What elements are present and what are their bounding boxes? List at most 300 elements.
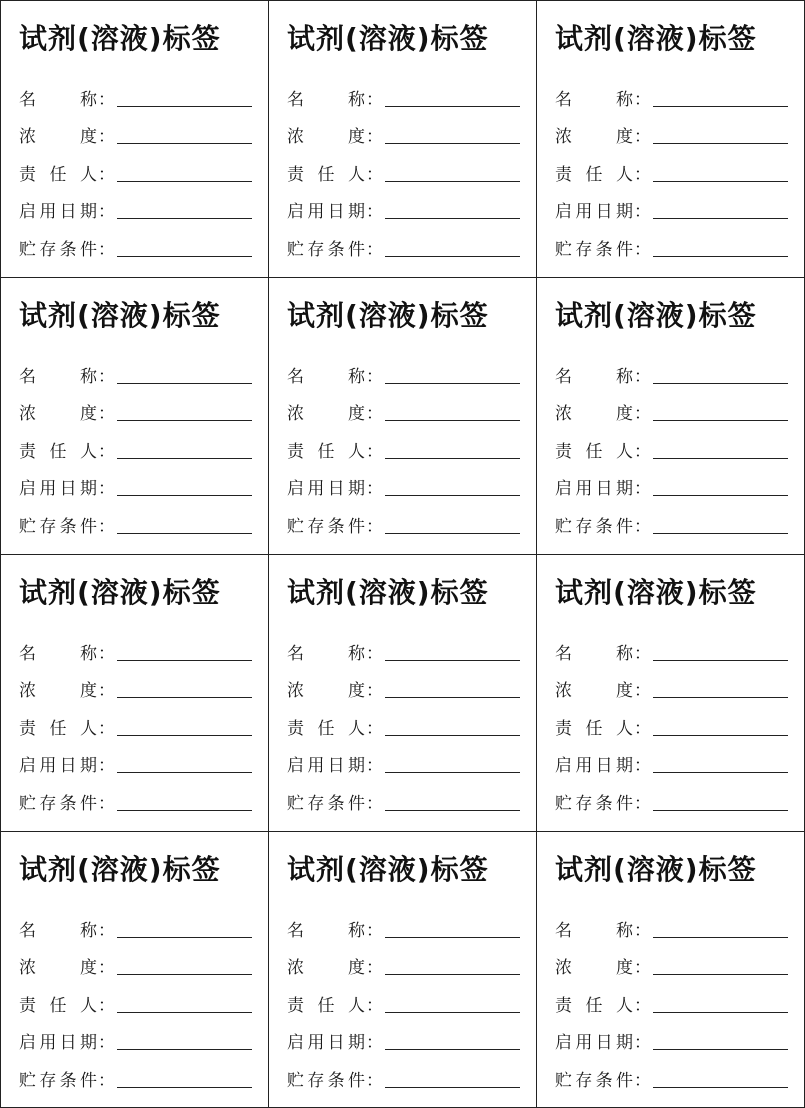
fill-in-line[interactable] bbox=[385, 809, 520, 811]
field-label bbox=[287, 643, 383, 665]
field-label-char: 件 bbox=[79, 793, 97, 814]
label-title: 试剂(溶液)标签 bbox=[555, 299, 757, 332]
fill-in-line[interactable] bbox=[385, 1086, 520, 1088]
field-colon: ： bbox=[634, 1033, 651, 1053]
field-label-char: 任 bbox=[49, 718, 67, 739]
fill-in-line[interactable] bbox=[117, 936, 252, 938]
field-label-char: 人 bbox=[616, 718, 633, 739]
field-label-char: 任 bbox=[317, 441, 335, 462]
start-date-field bbox=[555, 463, 788, 501]
fill-in-line[interactable] bbox=[117, 180, 252, 182]
field-colon: ： bbox=[98, 756, 115, 776]
label-fields bbox=[555, 627, 788, 815]
field-colon: ： bbox=[98, 239, 115, 260]
field-label-char: 件 bbox=[615, 516, 633, 537]
field-label-char: 件 bbox=[347, 1070, 365, 1091]
responsible-person-field bbox=[555, 425, 788, 463]
label-title: 试剂(溶液)标签 bbox=[287, 853, 489, 886]
reagent-label bbox=[269, 1, 537, 278]
fill-in-line[interactable] bbox=[385, 494, 520, 496]
field-label-char: 期 bbox=[347, 1033, 365, 1053]
field-label-char: 启 bbox=[287, 1033, 304, 1053]
field-label-char: 存 bbox=[575, 239, 593, 260]
field-label-text bbox=[19, 1070, 97, 1092]
fill-in-line[interactable] bbox=[117, 217, 252, 219]
label-fields bbox=[287, 627, 520, 815]
fill-in-line[interactable] bbox=[653, 105, 788, 107]
field-label-char: 存 bbox=[575, 1070, 593, 1091]
field-label-char: 任 bbox=[317, 164, 335, 185]
fill-in-line[interactable] bbox=[117, 532, 252, 534]
field-label-text bbox=[555, 126, 633, 148]
field-label-char: 度 bbox=[80, 681, 97, 701]
field-label-text bbox=[287, 755, 365, 777]
fill-in-line[interactable] bbox=[385, 1011, 520, 1013]
fill-in-line[interactable] bbox=[653, 180, 788, 182]
field-label-text bbox=[555, 164, 633, 186]
field-label-char: 存 bbox=[575, 793, 593, 814]
field-label bbox=[287, 680, 383, 702]
fill-in-line[interactable] bbox=[385, 1048, 520, 1050]
field-label bbox=[287, 478, 383, 500]
field-label-text bbox=[555, 957, 633, 979]
label-title: 试剂(溶液)标签 bbox=[555, 853, 757, 886]
field-label-text bbox=[287, 201, 365, 223]
fill-in-line[interactable] bbox=[385, 142, 520, 144]
field-label-char: 度 bbox=[80, 958, 97, 978]
field-label-text bbox=[19, 126, 97, 148]
field-label-text bbox=[287, 1070, 365, 1092]
fill-in-line[interactable] bbox=[653, 419, 788, 421]
field-label-char: 任 bbox=[49, 995, 67, 1016]
field-colon: ： bbox=[366, 239, 383, 260]
field-label-char: 名 bbox=[19, 643, 36, 664]
fill-in-line[interactable] bbox=[385, 419, 520, 421]
field-label-char: 条 bbox=[327, 793, 345, 814]
name-field bbox=[19, 904, 252, 942]
fill-in-line[interactable] bbox=[385, 936, 520, 938]
field-label-char: 贮 bbox=[555, 793, 572, 814]
field-label-text bbox=[287, 164, 365, 186]
fill-in-line[interactable] bbox=[117, 105, 252, 107]
responsible-person-field bbox=[287, 425, 520, 463]
field-label bbox=[287, 403, 383, 425]
field-colon: ： bbox=[366, 479, 383, 499]
field-label-text bbox=[19, 366, 97, 388]
start-date-field bbox=[287, 740, 520, 778]
fill-in-line[interactable] bbox=[117, 1011, 252, 1013]
field-label bbox=[555, 643, 651, 665]
field-label-char: 责 bbox=[287, 718, 304, 739]
fill-in-line[interactable] bbox=[117, 809, 252, 811]
field-label-char: 条 bbox=[327, 1070, 345, 1091]
fill-in-line[interactable] bbox=[117, 973, 252, 975]
field-label-char: 期 bbox=[347, 479, 365, 499]
field-label-char: 期 bbox=[615, 1033, 633, 1053]
field-label-char: 责 bbox=[287, 995, 304, 1016]
fill-in-line[interactable] bbox=[117, 1086, 252, 1088]
field-label bbox=[19, 643, 115, 665]
field-label-char: 用 bbox=[575, 202, 593, 222]
field-label-char: 用 bbox=[575, 479, 593, 499]
fill-in-line[interactable] bbox=[117, 382, 252, 384]
field-label-text bbox=[287, 366, 365, 388]
label-title: 试剂(溶液)标签 bbox=[555, 576, 757, 609]
label-title: 试剂(溶液)标签 bbox=[19, 22, 221, 55]
field-label-char: 日 bbox=[595, 1033, 613, 1053]
field-label-char: 度 bbox=[80, 127, 97, 147]
field-colon: ： bbox=[634, 1070, 651, 1091]
fill-in-line[interactable] bbox=[653, 382, 788, 384]
field-label bbox=[19, 1032, 115, 1054]
reagent-label bbox=[537, 832, 804, 1107]
field-label-text bbox=[19, 239, 97, 261]
field-label-char: 责 bbox=[555, 441, 572, 462]
field-label-text bbox=[19, 89, 97, 111]
field-label-char: 条 bbox=[595, 239, 613, 260]
fill-in-line[interactable] bbox=[653, 973, 788, 975]
storage-conditions-field bbox=[19, 500, 252, 538]
field-label-char: 人 bbox=[348, 718, 365, 739]
fill-in-line[interactable] bbox=[385, 457, 520, 459]
field-colon: ： bbox=[98, 441, 115, 462]
field-label-char: 期 bbox=[615, 756, 633, 776]
field-label-char: 名 bbox=[555, 920, 572, 941]
field-label-char: 件 bbox=[79, 1070, 97, 1091]
responsible-person-field bbox=[287, 148, 520, 186]
storage-conditions-field bbox=[287, 777, 520, 815]
field-colon: ： bbox=[366, 995, 383, 1016]
field-label-char: 度 bbox=[348, 958, 365, 978]
fill-in-line[interactable] bbox=[653, 1011, 788, 1013]
field-label-text bbox=[19, 1032, 97, 1054]
field-colon: ： bbox=[366, 643, 383, 664]
field-label-char: 人 bbox=[616, 441, 633, 462]
field-label-char: 任 bbox=[585, 164, 603, 185]
field-colon: ： bbox=[634, 643, 651, 664]
field-label-char: 日 bbox=[59, 479, 77, 499]
field-label-text bbox=[287, 441, 365, 463]
field-label bbox=[555, 478, 651, 500]
field-label-char: 用 bbox=[39, 756, 57, 776]
field-label-char: 贮 bbox=[555, 1070, 572, 1091]
field-label-char: 用 bbox=[307, 756, 325, 776]
fill-in-line[interactable] bbox=[385, 659, 520, 661]
reagent-label bbox=[1, 1, 269, 278]
field-label-text bbox=[287, 718, 365, 740]
field-label-char: 启 bbox=[19, 1033, 36, 1053]
field-label bbox=[287, 441, 383, 463]
fill-in-line[interactable] bbox=[653, 771, 788, 773]
fill-in-line[interactable] bbox=[385, 771, 520, 773]
responsible-person-field bbox=[555, 979, 788, 1017]
reagent-label bbox=[537, 1, 804, 278]
field-label-char: 件 bbox=[79, 239, 97, 260]
field-label-char: 名 bbox=[287, 643, 304, 664]
field-label-char: 启 bbox=[555, 1033, 572, 1053]
field-label bbox=[19, 755, 115, 777]
start-date-field bbox=[287, 463, 520, 501]
fill-in-line[interactable] bbox=[117, 494, 252, 496]
field-label bbox=[555, 201, 651, 223]
fill-in-line[interactable] bbox=[117, 696, 252, 698]
field-label-char: 称 bbox=[348, 643, 365, 664]
fill-in-line[interactable] bbox=[653, 457, 788, 459]
field-label-text bbox=[287, 680, 365, 702]
fill-in-line[interactable] bbox=[385, 696, 520, 698]
fill-in-line[interactable] bbox=[385, 217, 520, 219]
field-label-char: 浓 bbox=[19, 127, 36, 147]
field-colon: ： bbox=[634, 920, 651, 941]
field-colon: ： bbox=[634, 127, 651, 147]
field-colon: ： bbox=[98, 479, 115, 499]
field-label-char: 日 bbox=[59, 756, 77, 776]
field-label bbox=[555, 89, 651, 111]
field-colon: ： bbox=[366, 718, 383, 739]
field-colon: ： bbox=[634, 366, 651, 387]
field-label-char: 名 bbox=[555, 89, 572, 110]
concentration-field bbox=[287, 388, 520, 426]
label-title: 试剂(溶液)标签 bbox=[287, 299, 489, 332]
field-label-char: 贮 bbox=[287, 793, 304, 814]
field-label-char: 条 bbox=[595, 516, 613, 537]
field-colon: ： bbox=[98, 202, 115, 222]
field-label bbox=[19, 126, 115, 148]
field-label-char: 期 bbox=[79, 479, 97, 499]
field-label bbox=[555, 366, 651, 388]
field-label bbox=[287, 89, 383, 111]
fill-in-line[interactable] bbox=[653, 809, 788, 811]
responsible-person-field bbox=[19, 979, 252, 1017]
field-label-text bbox=[19, 680, 97, 702]
field-label bbox=[287, 755, 383, 777]
fill-in-line[interactable] bbox=[653, 494, 788, 496]
field-label-char: 用 bbox=[307, 1033, 325, 1053]
field-colon: ： bbox=[98, 89, 115, 110]
fill-in-line[interactable] bbox=[653, 142, 788, 144]
field-label-char: 名 bbox=[287, 89, 304, 110]
field-label bbox=[555, 126, 651, 148]
start-date-field bbox=[287, 1017, 520, 1055]
field-label-char: 责 bbox=[555, 995, 572, 1016]
field-label-text bbox=[555, 1070, 633, 1092]
storage-conditions-field bbox=[287, 1054, 520, 1092]
field-label bbox=[19, 516, 115, 538]
field-label bbox=[19, 89, 115, 111]
fill-in-line[interactable] bbox=[653, 659, 788, 661]
field-colon: ： bbox=[634, 89, 651, 110]
field-label-text bbox=[287, 643, 365, 665]
field-label-char: 人 bbox=[616, 995, 633, 1016]
fill-in-line[interactable] bbox=[385, 255, 520, 257]
field-label bbox=[555, 1070, 651, 1092]
field-label bbox=[555, 403, 651, 425]
field-label-text bbox=[287, 995, 365, 1017]
concentration-field bbox=[555, 388, 788, 426]
fill-in-line[interactable] bbox=[385, 532, 520, 534]
field-label-text bbox=[555, 239, 633, 261]
start-date-field bbox=[287, 186, 520, 224]
field-label bbox=[19, 995, 115, 1017]
fill-in-line[interactable] bbox=[653, 1048, 788, 1050]
field-colon: ： bbox=[634, 164, 651, 185]
reagent-label bbox=[537, 278, 804, 555]
field-label-char: 存 bbox=[307, 239, 325, 260]
responsible-person-field bbox=[19, 148, 252, 186]
fill-in-line[interactable] bbox=[385, 105, 520, 107]
field-label-char: 用 bbox=[575, 1033, 593, 1053]
field-label-char: 期 bbox=[615, 479, 633, 499]
field-label-char: 称 bbox=[348, 920, 365, 941]
field-label-text bbox=[555, 995, 633, 1017]
field-label-text bbox=[555, 755, 633, 777]
field-label bbox=[555, 793, 651, 815]
field-label bbox=[287, 793, 383, 815]
field-label-char: 启 bbox=[555, 756, 572, 776]
field-label-text bbox=[19, 164, 97, 186]
field-label-char: 浓 bbox=[19, 404, 36, 424]
fill-in-line[interactable] bbox=[385, 180, 520, 182]
label-fields bbox=[287, 350, 520, 538]
field-label-char: 任 bbox=[585, 441, 603, 462]
concentration-field bbox=[287, 942, 520, 980]
fill-in-line[interactable] bbox=[117, 457, 252, 459]
field-label bbox=[555, 755, 651, 777]
fill-in-line[interactable] bbox=[385, 382, 520, 384]
field-label-char: 用 bbox=[39, 1033, 57, 1053]
field-label-text bbox=[555, 718, 633, 740]
label-fields bbox=[555, 73, 788, 261]
fill-in-line[interactable] bbox=[117, 255, 252, 257]
fill-in-line[interactable] bbox=[653, 217, 788, 219]
field-label-text bbox=[287, 126, 365, 148]
field-colon: ： bbox=[98, 1070, 115, 1091]
label-title: 试剂(溶液)标签 bbox=[287, 22, 489, 55]
field-label bbox=[287, 957, 383, 979]
concentration-field bbox=[287, 111, 520, 149]
field-colon: ： bbox=[634, 202, 651, 222]
field-colon: ： bbox=[98, 404, 115, 424]
label-fields bbox=[19, 627, 252, 815]
field-label-text bbox=[555, 643, 633, 665]
fill-in-line[interactable] bbox=[117, 659, 252, 661]
field-colon: ： bbox=[366, 756, 383, 776]
field-label-char: 期 bbox=[615, 202, 633, 222]
field-label-char: 人 bbox=[80, 995, 97, 1016]
field-colon: ： bbox=[366, 164, 383, 185]
fill-in-line[interactable] bbox=[117, 1048, 252, 1050]
field-label bbox=[287, 516, 383, 538]
storage-conditions-field bbox=[287, 500, 520, 538]
label-title: 试剂(溶液)标签 bbox=[555, 22, 757, 55]
fill-in-line[interactable] bbox=[385, 734, 520, 736]
field-label bbox=[555, 718, 651, 740]
field-label-char: 度 bbox=[80, 404, 97, 424]
fill-in-line[interactable] bbox=[653, 936, 788, 938]
field-label-char: 贮 bbox=[19, 793, 36, 814]
field-label-char: 贮 bbox=[287, 239, 304, 260]
field-label-char: 度 bbox=[348, 681, 365, 701]
storage-conditions-field bbox=[555, 777, 788, 815]
field-label-text bbox=[555, 403, 633, 425]
field-label bbox=[19, 957, 115, 979]
field-colon: ： bbox=[366, 681, 383, 701]
fill-in-line[interactable] bbox=[117, 734, 252, 736]
field-label-char: 条 bbox=[59, 516, 77, 537]
field-label bbox=[287, 164, 383, 186]
field-label-char: 日 bbox=[327, 1033, 345, 1053]
field-label-text bbox=[287, 89, 365, 111]
fill-in-line[interactable] bbox=[117, 142, 252, 144]
field-label bbox=[19, 920, 115, 942]
field-label-text bbox=[19, 793, 97, 815]
field-colon: ： bbox=[366, 958, 383, 978]
concentration-field bbox=[19, 942, 252, 980]
field-label-char: 启 bbox=[19, 756, 36, 776]
field-label-char: 存 bbox=[39, 516, 57, 537]
field-colon: ： bbox=[98, 1033, 115, 1053]
field-label-char: 浓 bbox=[555, 681, 572, 701]
field-label-char: 条 bbox=[59, 793, 77, 814]
field-colon: ： bbox=[98, 958, 115, 978]
field-label-char: 度 bbox=[616, 958, 633, 978]
field-colon: ： bbox=[366, 89, 383, 110]
fill-in-line[interactable] bbox=[653, 696, 788, 698]
field-label-char: 责 bbox=[19, 718, 36, 739]
label-fields bbox=[555, 350, 788, 538]
start-date-field bbox=[19, 186, 252, 224]
field-label-char: 启 bbox=[287, 202, 304, 222]
field-colon: ： bbox=[366, 793, 383, 814]
field-label bbox=[19, 680, 115, 702]
field-label bbox=[287, 718, 383, 740]
concentration-field bbox=[19, 388, 252, 426]
concentration-field bbox=[287, 665, 520, 703]
reagent-label bbox=[269, 278, 537, 555]
field-label-char: 称 bbox=[80, 643, 97, 664]
field-label bbox=[19, 1070, 115, 1092]
name-field bbox=[19, 627, 252, 665]
start-date-field bbox=[555, 740, 788, 778]
label-title: 试剂(溶液)标签 bbox=[287, 576, 489, 609]
name-field bbox=[19, 350, 252, 388]
field-label-text bbox=[19, 516, 97, 538]
fill-in-line[interactable] bbox=[117, 419, 252, 421]
start-date-field bbox=[19, 740, 252, 778]
storage-conditions-field bbox=[19, 223, 252, 261]
field-label-char: 贮 bbox=[19, 1070, 36, 1091]
field-label-char: 称 bbox=[348, 89, 365, 110]
fill-in-line[interactable] bbox=[653, 1086, 788, 1088]
fill-in-line[interactable] bbox=[653, 734, 788, 736]
field-label-char: 人 bbox=[348, 441, 365, 462]
label-title: 试剂(溶液)标签 bbox=[19, 299, 221, 332]
field-label-char: 日 bbox=[327, 756, 345, 776]
field-label-char: 启 bbox=[555, 479, 572, 499]
storage-conditions-field bbox=[287, 223, 520, 261]
field-label-text bbox=[555, 1032, 633, 1054]
fill-in-line[interactable] bbox=[653, 255, 788, 257]
fill-in-line[interactable] bbox=[385, 973, 520, 975]
field-label bbox=[19, 366, 115, 388]
concentration-field bbox=[555, 942, 788, 980]
fill-in-line[interactable] bbox=[653, 532, 788, 534]
fill-in-line[interactable] bbox=[117, 771, 252, 773]
field-label-char: 存 bbox=[307, 516, 325, 537]
field-label-char: 称 bbox=[80, 920, 97, 941]
field-label bbox=[555, 680, 651, 702]
field-label-char: 期 bbox=[79, 1033, 97, 1053]
